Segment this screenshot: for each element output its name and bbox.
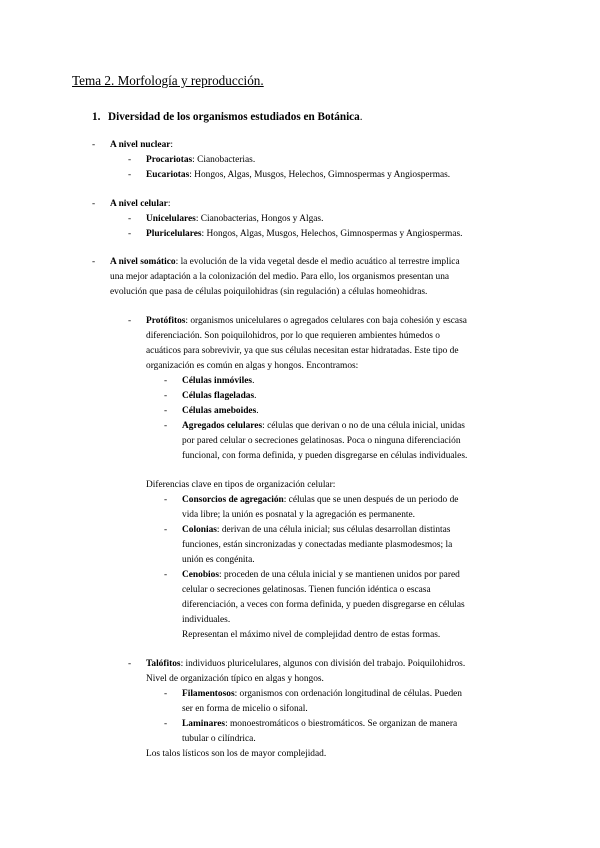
paragraph-line: acuáticos para sobrevivir, ya que sus células necesitan estar hidratadas. Este tipo de <box>146 346 459 356</box>
section-heading: 1. Diversidad de los organismos estudiados en Botánica. <box>92 111 363 123</box>
list-item: Colonias: derivan de una célula inicial; sus células desarrollan distintas <box>182 525 451 535</box>
bullet-dash: - <box>164 421 168 431</box>
section-number: 1. <box>92 111 101 123</box>
paragraph-line: Representan el máximo nivel de complejidad dentro de estas formas. <box>182 630 441 640</box>
paragraph-line: Nivel de organización típico en algas y hongos. <box>146 674 324 684</box>
bullet-dash: - <box>92 140 96 150</box>
bullet-dash: - <box>164 689 168 699</box>
list-item-celular: A nivel celular: <box>110 199 171 209</box>
term-cenobios: Cenobios <box>182 570 219 580</box>
paragraph-line: evolución que pasa de células poiquilohidras (sin regulación) a células homeohidras. <box>110 287 428 297</box>
term-laminares: Laminares <box>182 719 226 729</box>
list-item: Cenobios: proceden de una célula inicial y se mantienen unidos por pared <box>182 570 460 580</box>
bullet-dash: - <box>128 155 132 165</box>
paragraph-line: por pared celular o secreciones gelatinosas. Poca o ninguna diferenciación <box>182 436 461 446</box>
paragraph-line: unión es congénita. <box>182 555 255 565</box>
paragraph-line: diferenciación, a veces con forma definida, y pueden disgregarse en células <box>182 600 465 610</box>
paragraph-line: celular o secreciones gelatinosas. Tienen función idéntica o escasa <box>182 585 431 595</box>
term-talofitos: Talófitos <box>146 659 181 669</box>
term-colonias: Colonias <box>182 525 217 535</box>
bullet-dash: - <box>164 525 168 535</box>
paragraph-line: funcional, con forma definida, y pueden disgregarse en células individuales. <box>182 451 468 461</box>
bullet-dash: - <box>164 376 168 386</box>
term-protofitos: Protófitos <box>146 316 186 326</box>
list-item: Agregados celulares: células que derivan o no de una célula inicial, unidas <box>182 421 465 431</box>
bullet-dash: - <box>164 391 168 401</box>
section-heading-text: Diversidad de los organismos estudiados en Botánica <box>108 111 360 123</box>
bullet-dash: - <box>164 570 168 580</box>
paragraph-line: Los talos lísticos son los de mayor complejidad. <box>146 749 327 759</box>
paragraph-line: tubular o cilíndrica. <box>182 734 256 744</box>
term-consorcios: Consorcios de agregación <box>182 495 284 505</box>
term-filamentosos: Filamentosos <box>182 689 235 699</box>
paragraph-line: una mejor adaptación a la colonización del medio. Para ello, los organismos presentan una <box>110 272 450 282</box>
list-item-nuclear: A nivel nuclear: <box>110 140 174 150</box>
paragraph-line: A nivel somático: la evolución de la vida vegetal desde el medio acuático al terrestre implica <box>110 257 460 267</box>
list-item: Células inmóviles. <box>182 376 255 386</box>
bullet-dash: - <box>128 229 132 239</box>
paragraph-line: individuales. <box>182 615 231 625</box>
paragraph-line: diferenciación. Son poiquilohidros, por lo que requieren ambientes húmedos o <box>146 331 440 341</box>
term-somatico: A nivel somático <box>110 257 176 267</box>
term-agregados: Agregados celulares <box>182 421 263 431</box>
page-title: Tema 2. Morfología y reproducción. <box>72 73 264 88</box>
bullet-dash: - <box>128 659 132 669</box>
subheading-diferencias: Diferencias clave en tipos de organización celular: <box>146 480 336 490</box>
paragraph-line: Protófitos: organismos unicelulares o agregados celulares con baja cohesión y escasa <box>146 316 467 326</box>
paragraph-line: organización es común en algas y hongos. Encontramos: <box>146 361 359 371</box>
bullet-dash: - <box>164 406 168 416</box>
term-nuclear: A nivel nuclear <box>110 140 171 150</box>
bullet-dash: - <box>128 170 132 180</box>
bullet-dash: - <box>92 199 96 209</box>
paragraph-line: funciones, están sincronizadas y conectadas mediante plasmodesmos; la <box>182 540 453 550</box>
list-item: Procariotas: Cianobacterias. <box>146 155 256 165</box>
paragraph-line: vida libre; la unión es posnatal y la agregación es permanente. <box>182 510 415 520</box>
list-item: Pluricelulares: Hongos, Algas, Musgos, Helechos, Gimnospermas y Angiospermas. <box>146 229 463 239</box>
list-item: Células ameboides. <box>182 406 259 416</box>
list-item: Unicelulares: Cianobacterias, Hongos y Algas. <box>146 214 324 224</box>
list-item: Células flageladas. <box>182 391 257 401</box>
list-item: Laminares: monoestromáticos o biestromáticos. Se organizan de manera <box>182 719 458 729</box>
paragraph-line: Talófitos: individuos pluricelulares, algunos con división del trabajo. Poiquilohidros. <box>146 659 466 669</box>
paragraph-line: ser en forma de micelio o sifonal. <box>182 704 308 714</box>
list-item: Eucariotas: Hongos, Algas, Musgos, Helechos, Gimnospermas y Angiospermas. <box>146 170 451 180</box>
list-item: Consorcios de agregación: células que se unen después de un periodo de <box>182 495 459 505</box>
bullet-dash: - <box>128 214 132 224</box>
bullet-dash: - <box>164 719 168 729</box>
term-celular: A nivel celular <box>110 199 168 209</box>
list-item: Filamentosos: organismos con ordenación longitudinal de células. Pueden <box>182 689 462 699</box>
bullet-dash: - <box>164 495 168 505</box>
bullet-dash: - <box>92 257 96 267</box>
bullet-dash: - <box>128 316 132 326</box>
